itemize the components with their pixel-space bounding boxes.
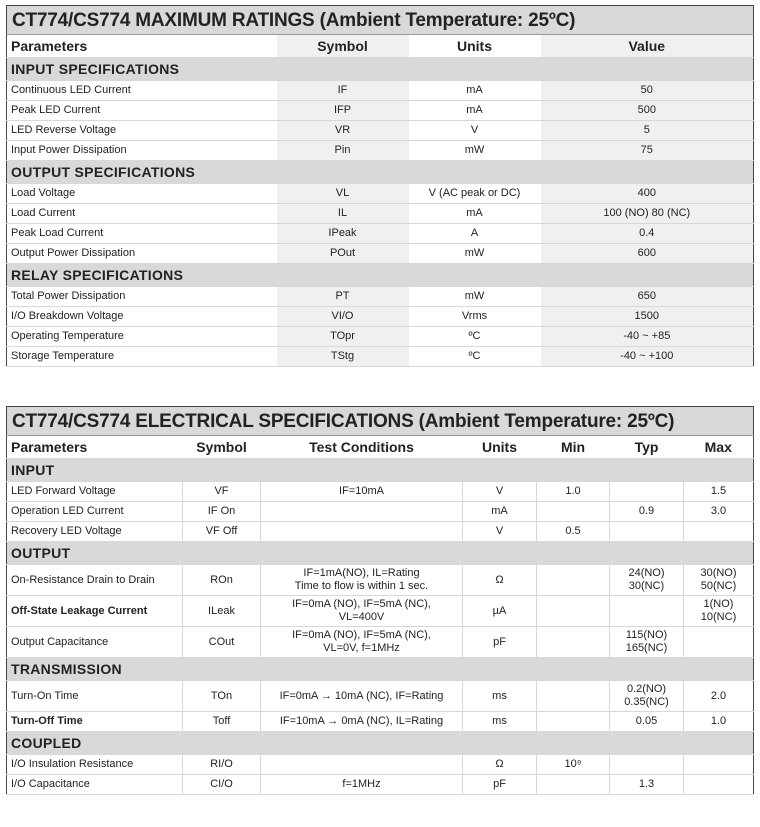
units-cell: mA	[409, 81, 541, 101]
units-cell: mW	[409, 287, 541, 307]
value-cell: 650	[541, 287, 754, 307]
min-cell: 0.5	[537, 522, 610, 542]
min-cell	[537, 596, 610, 627]
parameter-cell: On-Resistance Drain to Drain	[7, 565, 183, 596]
symbol-cell: IFP	[277, 101, 409, 121]
units-cell: ºC	[409, 347, 541, 367]
table-row	[7, 224, 754, 244]
parameter-cell: Output Capacitance	[7, 627, 183, 658]
symbol-cell: Pin	[277, 141, 409, 161]
maximum-ratings-title: CT774/CS774 MAXIMUM RATINGS (Ambient Temperature: 25ºC)	[7, 6, 754, 35]
units-cell: mA	[463, 502, 537, 522]
parameter-cell: Load Current	[7, 204, 277, 224]
symbol-cell: PT	[277, 287, 409, 307]
parameter-cell: I/O Capacitance	[7, 775, 183, 795]
max-cell	[684, 755, 754, 775]
symbol-cell: IL	[277, 204, 409, 224]
parameter-cell: I/O Breakdown Voltage	[7, 307, 277, 327]
table-row	[7, 482, 754, 502]
units-cell: Vrms	[409, 307, 541, 327]
header-test-conditions: Test Conditions	[261, 436, 463, 459]
units-cell: ms	[463, 712, 537, 732]
section-header	[7, 542, 754, 565]
max-cell	[684, 775, 754, 795]
table-row	[7, 81, 754, 101]
units-cell: ms	[463, 681, 537, 712]
parameter-cell: Peak Load Current	[7, 224, 277, 244]
section-header	[7, 732, 754, 755]
test-conditions-cell: IF=10mA → 0mA (NC), IL=Rating	[261, 712, 463, 732]
header-parameters: Parameters	[7, 436, 183, 459]
table-row	[7, 755, 754, 775]
typ-cell: 1.3	[610, 775, 684, 795]
units-cell: Ω	[463, 755, 537, 775]
symbol-cell: Toff	[183, 712, 261, 732]
section-header	[7, 161, 754, 184]
symbol-cell: VL	[277, 184, 409, 204]
section-header	[7, 58, 754, 81]
units-cell: mA	[409, 204, 541, 224]
symbol-cell: VF Off	[183, 522, 261, 542]
typ-cell	[610, 596, 684, 627]
table-row	[7, 244, 754, 264]
units-cell: V	[463, 522, 537, 542]
units-cell: Ω	[463, 565, 537, 596]
electrical-specifications-title: CT774/CS774 ELECTRICAL SPECIFICATIONS (Ambient Temperature: 25ºC)	[7, 407, 754, 436]
max-cell	[684, 522, 754, 542]
electrical-specifications-table	[6, 406, 754, 795]
parameter-cell: Total Power Dissipation	[7, 287, 277, 307]
parameter-cell: Recovery LED Voltage	[7, 522, 183, 542]
header-typ: Typ	[610, 436, 684, 459]
symbol-cell: VI/O	[277, 307, 409, 327]
test-conditions-cell	[261, 502, 463, 522]
table-row	[7, 681, 754, 712]
min-cell	[537, 502, 610, 522]
typ-cell: 0.2(NO) 0.35(NC)	[610, 681, 684, 712]
header-symbol: Symbol	[183, 436, 261, 459]
table-row	[7, 101, 754, 121]
units-cell: V	[409, 121, 541, 141]
table-row	[7, 141, 754, 161]
units-cell: mA	[409, 101, 541, 121]
units-cell: A	[409, 224, 541, 244]
min-cell: 10⁹	[537, 755, 610, 775]
test-conditions-cell: f=1MHz	[261, 775, 463, 795]
min-cell	[537, 627, 610, 658]
maximum-ratings-table	[6, 5, 754, 367]
units-cell: pF	[463, 775, 537, 795]
typ-cell	[610, 482, 684, 502]
table-row	[7, 522, 754, 542]
value-cell: 600	[541, 244, 754, 264]
units-cell: mW	[409, 244, 541, 264]
symbol-cell: VF	[183, 482, 261, 502]
table-row	[7, 596, 754, 627]
parameter-cell: Input Power Dissipation	[7, 141, 277, 161]
test-conditions-cell: IF=10mA	[261, 482, 463, 502]
symbol-cell: TOpr	[277, 327, 409, 347]
table-row	[7, 565, 754, 596]
max-cell: 1.0	[684, 712, 754, 732]
value-cell: 1500	[541, 307, 754, 327]
min-cell	[537, 565, 610, 596]
header-max: Max	[684, 436, 754, 459]
section-header	[7, 658, 754, 681]
test-conditions-cell: IF=0mA → 10mA (NC), IF=Rating	[261, 681, 463, 712]
header-parameters: Parameters	[7, 35, 277, 58]
value-cell: -40 ~ +85	[541, 327, 754, 347]
value-cell: 100 (NO) 80 (NC)	[541, 204, 754, 224]
parameter-cell: Storage Temperature	[7, 347, 277, 367]
value-cell: 0.4	[541, 224, 754, 244]
parameter-cell: Turn-Off Time	[7, 712, 183, 732]
parameter-cell: Peak LED Current	[7, 101, 277, 121]
section-title: INPUT SPECIFICATIONS	[7, 58, 754, 81]
section-header	[7, 264, 754, 287]
max-cell	[684, 627, 754, 658]
value-cell: 400	[541, 184, 754, 204]
parameter-cell: Off-State Leakage Current	[7, 596, 183, 627]
value-cell: 50	[541, 81, 754, 101]
symbol-cell: IPeak	[277, 224, 409, 244]
symbol-cell: CI/O	[183, 775, 261, 795]
parameter-cell: LED Forward Voltage	[7, 482, 183, 502]
symbol-cell: COut	[183, 627, 261, 658]
section-title: RELAY SPECIFICATIONS	[7, 264, 754, 287]
min-cell	[537, 712, 610, 732]
max-cell: 3.0	[684, 502, 754, 522]
typ-cell	[610, 522, 684, 542]
header-symbol: Symbol	[277, 35, 409, 58]
table-row	[7, 307, 754, 327]
typ-cell: 115(NO) 165(NC)	[610, 627, 684, 658]
table-row	[7, 327, 754, 347]
section-header	[7, 459, 754, 482]
section-title: COUPLED	[7, 732, 754, 755]
section-title: OUTPUT	[7, 542, 754, 565]
value-cell: 500	[541, 101, 754, 121]
symbol-cell: IF On	[183, 502, 261, 522]
table-row	[7, 502, 754, 522]
min-cell	[537, 681, 610, 712]
min-cell	[537, 775, 610, 795]
header-min: Min	[537, 436, 610, 459]
parameter-cell: Load Voltage	[7, 184, 277, 204]
max-cell: 1(NO) 10(NC)	[684, 596, 754, 627]
header-value: Value	[541, 35, 754, 58]
typ-cell: 0.05	[610, 712, 684, 732]
parameter-cell: I/O Insulation Resistance	[7, 755, 183, 775]
table-row	[7, 287, 754, 307]
header-units: Units	[463, 436, 537, 459]
table-row	[7, 347, 754, 367]
table-row	[7, 627, 754, 658]
max-cell: 30(NO) 50(NC)	[684, 565, 754, 596]
parameter-cell: LED Reverse Voltage	[7, 121, 277, 141]
symbol-cell: TOn	[183, 681, 261, 712]
section-title: OUTPUT SPECIFICATIONS	[7, 161, 754, 184]
parameter-cell: Output Power Dissipation	[7, 244, 277, 264]
table-row	[7, 204, 754, 224]
units-cell: ºC	[409, 327, 541, 347]
parameter-cell: Operation LED Current	[7, 502, 183, 522]
units-cell: V (AC peak or DC)	[409, 184, 541, 204]
test-conditions-cell: IF=0mA (NO), IF=5mA (NC), VL=400V	[261, 596, 463, 627]
parameter-cell: Continuous LED Current	[7, 81, 277, 101]
table-row	[7, 775, 754, 795]
parameter-cell: Turn-On Time	[7, 681, 183, 712]
max-cell: 2.0	[684, 681, 754, 712]
symbol-cell: ROn	[183, 565, 261, 596]
value-cell: 5	[541, 121, 754, 141]
units-cell: µA	[463, 596, 537, 627]
typ-cell: 0.9	[610, 502, 684, 522]
units-cell: mW	[409, 141, 541, 161]
value-cell: -40 ~ +100	[541, 347, 754, 367]
header-units: Units	[409, 35, 541, 58]
table-row	[7, 121, 754, 141]
typ-cell	[610, 755, 684, 775]
test-conditions-cell: IF=0mA (NO), IF=5mA (NC), VL=0V, f=1MHz	[261, 627, 463, 658]
symbol-cell: TStg	[277, 347, 409, 367]
test-conditions-cell: IF=1mA(NO), IL=Rating Time to flow is within 1 sec.	[261, 565, 463, 596]
typ-cell: 24(NO) 30(NC)	[610, 565, 684, 596]
max-cell: 1.5	[684, 482, 754, 502]
test-conditions-cell	[261, 522, 463, 542]
units-cell: pF	[463, 627, 537, 658]
symbol-cell: ILeak	[183, 596, 261, 627]
symbol-cell: RI/O	[183, 755, 261, 775]
test-conditions-cell	[261, 755, 463, 775]
section-title: INPUT	[7, 459, 754, 482]
value-cell: 75	[541, 141, 754, 161]
symbol-cell: VR	[277, 121, 409, 141]
section-title: TRANSMISSION	[7, 658, 754, 681]
symbol-cell: POut	[277, 244, 409, 264]
table-row	[7, 712, 754, 732]
parameter-cell: Operating Temperature	[7, 327, 277, 347]
units-cell: V	[463, 482, 537, 502]
min-cell: 1.0	[537, 482, 610, 502]
table-row	[7, 184, 754, 204]
symbol-cell: IF	[277, 81, 409, 101]
